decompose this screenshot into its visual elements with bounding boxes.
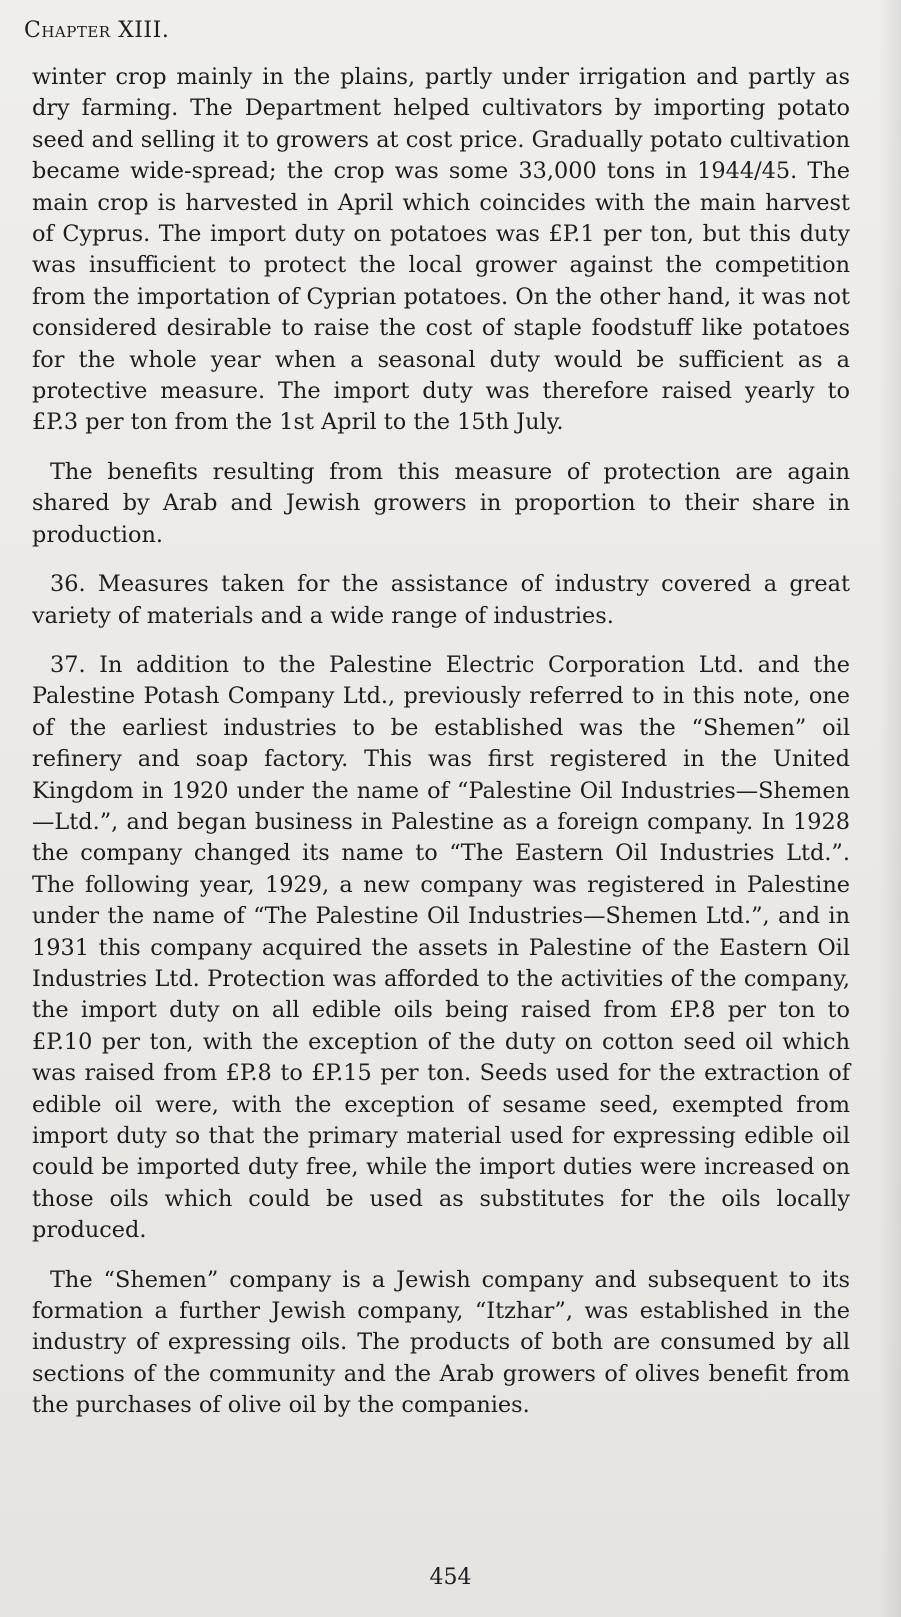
paragraph-36: 36. Measures taken for the assistance of industry covered a great variety of materials and a wide range of industries. xyxy=(32,571,850,629)
paragraph-potato-crop: winter crop mainly in the plains, partly under irrigation and partly as dry farming. The Department helped cultivators by importing potato seed and selling it to growers at cost price. Gradually potato cultivation became wide-spread; the crop was some 33,000 tons in 1944/45. The main crop is harvested in April which coincides with the main harvest of Cyprus. The import duty on potatoes was £P.1 per ton, but this duty was insufficient to protect the local grower against the competition from the importation of Cyprian potatoes. On the other hand, it was not considered desirable to raise the cost of staple foodstuff like potatoes for the whole year when a seasonal duty would be sufficient as a protective measure. The import duty was therefore raised yearly to £P.3 per ton from the 1st April to the 15th July. xyxy=(32,64,850,436)
paragraph-protection-benefits: The benefits resulting from this measure of protection are again shared by Arab and Jewish growers in proportion to their share in production. xyxy=(32,458,850,548)
page-edge-shadow xyxy=(879,0,901,1617)
running-head: Chapter XIII. xyxy=(24,18,170,43)
paragraph-37: 37. In addition to the Palestine Electric Corporation Ltd. and the Palestine Potash Company Ltd., previously referred to in this note, one of the earliest industries to be established was the “Shemen” oil refinery and soap factory. This was first registered in the United Kingdom in 1920 under the name of “Palestine Oil Industries—Shemen—Ltd.”, and began business in Palestine as a foreign company. In 1928 the company changed its name to “The Eastern Oil Industries Ltd.”. The following year, 1929, a new company was registered in Palestine under the name of “The Palestine Oil Industries—Shemen Ltd.”, and in 1931 this company acquired the assets in Palestine of the Eastern Oil Industries Ltd. Protection was afforded to the activities of the company, the import duty on all edible oils being raised from £P.8 per ton to £P.10 per ton, with the exception of the duty on cotton seed oil which was raised from £P.8 to £P.15 per ton. Seeds used for the extraction of edible oil were, with the exception of sesame seed, exempted from import duty so that the primary material used for expressing edible oil could be imported duty free, while the import duties were increased on those oils which could be used as substitutes for the oils locally produced. xyxy=(32,651,850,1244)
body-text xyxy=(32,62,850,1440)
page-number: 454 xyxy=(429,1565,472,1590)
paragraph-shemen-company: The “Shemen” company is a Jewish company and subsequent to its formation a further Jewish company, “Itzhar”, was established in the industry of expressing oils. The products of both are consumed by all sections of the community and the Arab growers of olives benefit from the purchases of olive oil by the companies. xyxy=(32,1266,850,1419)
